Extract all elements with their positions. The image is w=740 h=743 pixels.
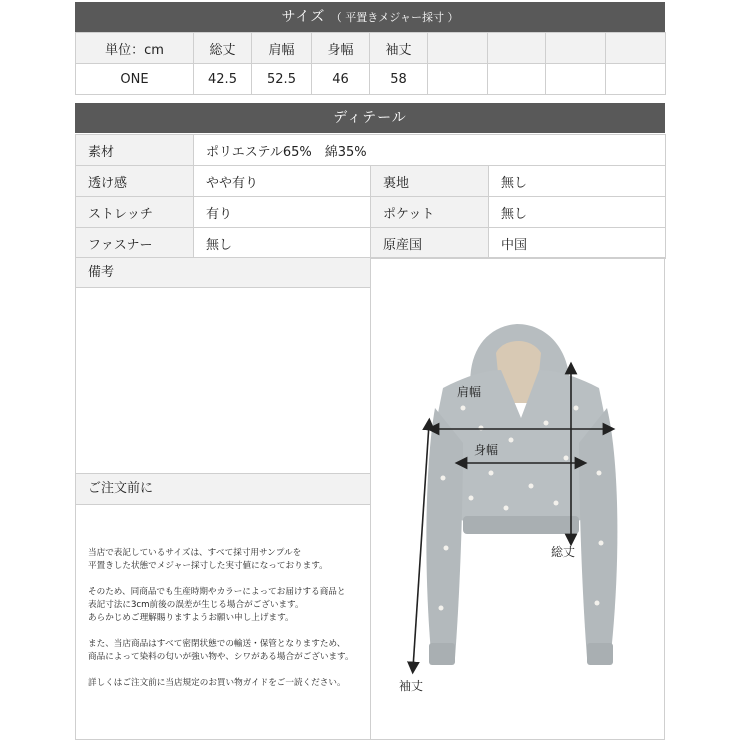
detail-value: 中国 [489,228,666,259]
size-value-cell [546,64,606,95]
notice-line: 当店で表記しているサイズは、すべて採寸用サンプルを [88,548,302,558]
size-header-cell: 単位：cm [76,33,194,64]
notice-paragraph [88,547,370,573]
garment-diagram-panel [370,257,665,740]
sleeve-length-label: 袖丈 [399,679,424,693]
left-cuff [429,643,455,665]
hoodie-left-sleeve [426,408,463,658]
size-table-row [76,64,666,95]
notice-line: 詳しくはご注文前に当店規定のお買い物ガイドをご一読ください。 [88,678,346,688]
material-label: 素材 [76,135,194,166]
notice-line: 平置きした状態でメジャー採寸した実寸値になっております。 [88,561,328,571]
size-header-cell: 肩幅 [252,33,312,64]
detail-value: 無し [194,228,371,259]
size-value-cell: ONE [76,64,194,95]
material-value: ポリエステル65% 綿35% [194,135,666,166]
size-value-cell: 58 [370,64,428,95]
body-width-label: 身幅 [474,443,499,457]
size-section-subtitle: （ 平置きメジャー採寸 ） [330,11,459,24]
notice-line: 商品によって染料の匂いが強い物や、シワがある場合がございます。 [88,652,354,662]
size-table [75,32,666,95]
size-header-cell [488,33,546,64]
detail-section-header [75,103,665,133]
size-value-cell: 52.5 [252,64,312,95]
size-header-cell [606,33,666,64]
detail-label: ファスナー [76,228,194,259]
remarks-label: 備考 [88,265,115,280]
hoodie-illustration [426,324,617,665]
size-value-cell: 46 [312,64,370,95]
notice-line: そのため、同商品でも生産時期やカラーによってお届けする商品と [88,587,346,597]
garment-diagram [371,258,664,739]
detail-row [76,166,666,197]
detail-row [76,197,666,228]
notice-line: また、当店商品はすべて密閉状態での輸送・保管となりますため、 [88,639,346,649]
size-header-cell: 総丈 [194,33,252,64]
size-header-cell: 身幅 [312,33,370,64]
notice-header [75,473,371,505]
size-value-cell [428,64,488,95]
size-section-header [75,2,665,32]
detail-value: 無し [489,166,666,197]
detail-table [75,134,666,259]
right-cuff [587,643,613,665]
size-value-cell [606,64,666,95]
size-value-cell: 42.5 [194,64,252,95]
notice-paragraph [88,638,370,664]
detail-row-material [76,135,666,166]
detail-value: 有り [194,197,371,228]
notice-body [75,504,371,740]
size-value-cell [488,64,546,95]
size-header-cell: 袖丈 [370,33,428,64]
shoulder-width-label: 肩幅 [457,385,482,399]
detail-label: 裏地 [371,166,489,197]
notice-line: 表記寸法に3cm前後の誤差が生じる場合がございます。 [88,600,304,610]
detail-label: 透け感 [76,166,194,197]
total-length-label: 総丈 [551,545,576,559]
hoodie-right-sleeve [579,408,617,658]
detail-value: 無し [489,197,666,228]
detail-section-title: ディテール [333,110,407,126]
detail-row [76,228,666,259]
notice-paragraph [88,586,370,625]
remarks-header [75,257,371,288]
detail-value: やや有り [194,166,371,197]
size-header-cell [546,33,606,64]
detail-label: ストレッチ [76,197,194,228]
remarks-body [75,287,371,474]
notice-line: あらかじめご理解賜りますようお願い申し上げます。 [88,613,294,623]
notice-paragraph [88,677,370,690]
size-section-title: サイズ [281,9,326,25]
detail-label: 原産国 [371,228,489,259]
hoodie-hem [463,516,579,534]
size-header-cell [428,33,488,64]
notice-label: ご注文前に [88,481,154,496]
size-table-header-row [76,33,666,64]
detail-label: ポケット [371,197,489,228]
